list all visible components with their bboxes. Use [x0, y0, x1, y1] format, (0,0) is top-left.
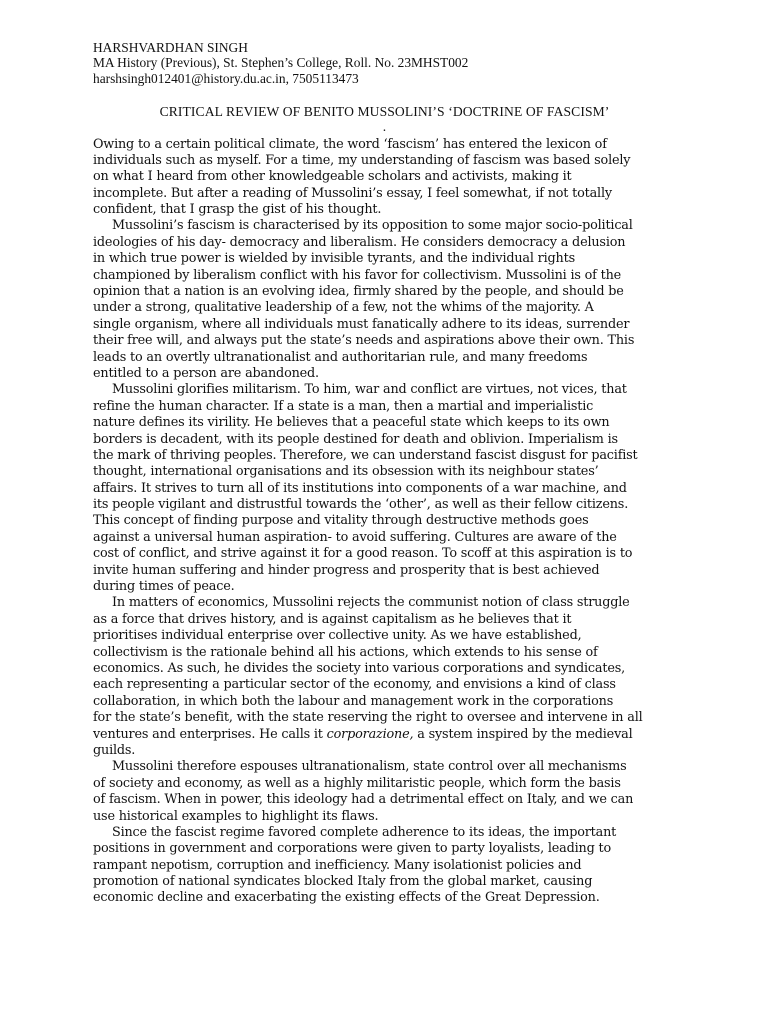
paragraph-line: for the state’s benefit, with the state reserving the right to oversee and intervene in all — [93, 710, 643, 726]
paragraph-line: ideologies of his day- democracy and liberalism. He considers democracy a delusion — [93, 234, 626, 250]
paragraph — [93, 382, 693, 595]
paragraph-line: guilds. — [93, 742, 136, 758]
paragraph-line: each representing a particular sector of the economy, and envisions a kind of class — [93, 677, 616, 693]
paragraph-line: of society and economy, as well as a highly militaristic people, which form the basis — [93, 775, 621, 791]
paragraph-line: Mussolini therefore espouses ultranationalism, state control over all mechanisms — [112, 759, 627, 775]
paragraph-line: of fascism. When in power, this ideology had a detrimental effect on Italy, and we can — [93, 792, 634, 808]
author-contact: harshsingh012401@history.du.ac.in, 7505113473 — [93, 70, 359, 86]
paragraph-line: promotion of national syndicates blocked Italy from the global market, causing — [93, 874, 593, 890]
paragraph-line: confident, that I grasp the gist of his thought. — [93, 202, 382, 218]
paragraph-line: entitled to a person are abandoned. — [93, 365, 319, 381]
paragraph-line: Mussolini glorifies militarism. To him, war and conflict are virtues, not vices, that — [112, 382, 627, 398]
paragraph — [93, 218, 693, 382]
paragraph-line: economics. As such, he divides the society into various corporations and syndicates, — [93, 661, 626, 676]
paragraph-line: ventures and enterprises. He calls it corporazione, a system inspired by the medieval — [93, 726, 633, 742]
paragraph-line: Owing to a certain political climate, the word ‘fascism’ has entered the lexicon of — [93, 136, 607, 152]
paragraph-line: refine the human character. If a state is a man, then a martial and imperialistic — [93, 398, 594, 414]
paragraph-line: collaboration, in which both the labour and management work in the corporations — [93, 693, 614, 709]
essay-title: CRITICAL REVIEW OF BENITO MUSSOLINI’S ‘DOCTRINE OF FASCISM’ — [159, 104, 610, 119]
paragraph-line: collectivism is the rationale behind all his actions, which extends to his sense of — [93, 644, 598, 660]
paragraph — [93, 137, 693, 219]
paragraph-line: opinion that a nation is an evolving idea, firmly shared by the people, and should be — [93, 284, 624, 300]
paragraph-line: in which true power is wielded by invisible tyrants, and the individual rights — [93, 251, 575, 267]
paragraph-line: under a strong, qualitative leadership of a few, not the whims of the majority. A — [93, 300, 594, 316]
paragraph-line: leads to an overtly ultranationalist and authoritarian rule, and many freedoms — [93, 349, 588, 365]
paragraph-line: affairs. It strives to turn all of its institutions into components of a war machine, and — [93, 480, 627, 496]
paragraph-line: on what I heard from other knowledgeable scholars and activists, making it — [93, 169, 572, 185]
essay-body — [93, 137, 693, 907]
paragraph-line: its people vigilant and distrustful towards the ‘other’, as well as their fellow citizens. — [93, 497, 629, 513]
italic-term: corporazione, — [326, 726, 414, 742]
author-name: HARSHVARDHAN SINGH — [93, 40, 248, 55]
paragraph — [93, 825, 693, 907]
paragraph-line: championed by liberalism conflict with his favor for collectivism. Mussolini is of the — [93, 267, 622, 283]
paragraph-line: rampant nepotism, corruption and inefficiency. Many isolationist policies and — [93, 857, 582, 873]
paragraph-line: economic decline and exacerbating the existing effects of the Great Depression. — [93, 890, 600, 906]
paragraph-line: during times of peace. — [93, 579, 235, 595]
paragraph-line: In matters of economics, Mussolini rejects the communist notion of class struggle — [112, 595, 630, 611]
paragraph-line: against a universal human aspiration- to avoid suffering. Cultures are aware of the — [93, 529, 617, 545]
paragraph-line: cost of conflict, and strive against it for a good reason. To scoff at this aspiration is to — [93, 546, 633, 562]
paragraph-line: prioritises individual enterprise over collective unity. As we have established, — [93, 628, 582, 644]
paragraph-line: positions in government and corporations were given to party loyalists, leading to — [93, 841, 611, 857]
paragraph-line: as a force that drives history, and is against capitalism as he believes that it — [93, 611, 572, 627]
paragraph-line: Since the fascist regime favored complete adherence to its ideas, the important — [112, 824, 617, 840]
paragraph-line: invite human suffering and hinder progress and prosperity that is best achieved — [93, 562, 600, 578]
author-block — [93, 40, 693, 86]
paragraph-line: the mark of thriving peoples. Therefore, we can understand fascist disgust for pacifist — [93, 447, 638, 463]
author-program: MA History (Previous), St. Stephen’s College, Roll. No. 23MHST002 — [93, 55, 469, 71]
paragraph-line: incomplete. But after a reading of Mussolini’s essay, I feel somewhat, if not totally — [93, 185, 612, 201]
paragraph-line: This concept of finding purpose and vitality through destructive methods goes — [93, 513, 589, 529]
paragraph-line: individuals such as myself. For a time, my understanding of fascism was based solely — [93, 152, 631, 168]
paragraph-line: single organism, where all individuals must fanatically adhere to its ideas, surrender — [93, 316, 630, 332]
paragraph-line: their free will, and always put the state’s needs and aspirations above their own. This — [93, 333, 635, 349]
paragraph-line: borders is decadent, with its people destined for death and oblivion. Imperialism is — [93, 431, 618, 447]
paragraph-line: thought, international organisations and its obsession with its neighbour states’ — [93, 464, 599, 480]
paragraph-line: nature defines its virility. He believes that a peaceful state which keeps to its own — [93, 415, 610, 431]
paragraph — [93, 595, 693, 759]
title-trailing-mark: . — [382, 119, 387, 134]
paragraph — [93, 759, 693, 825]
paragraph-line: use historical examples to highlight its flaws. — [93, 808, 379, 824]
paragraph-line: Mussolini’s fascism is characterised by its opposition to some major socio-political — [112, 218, 633, 234]
